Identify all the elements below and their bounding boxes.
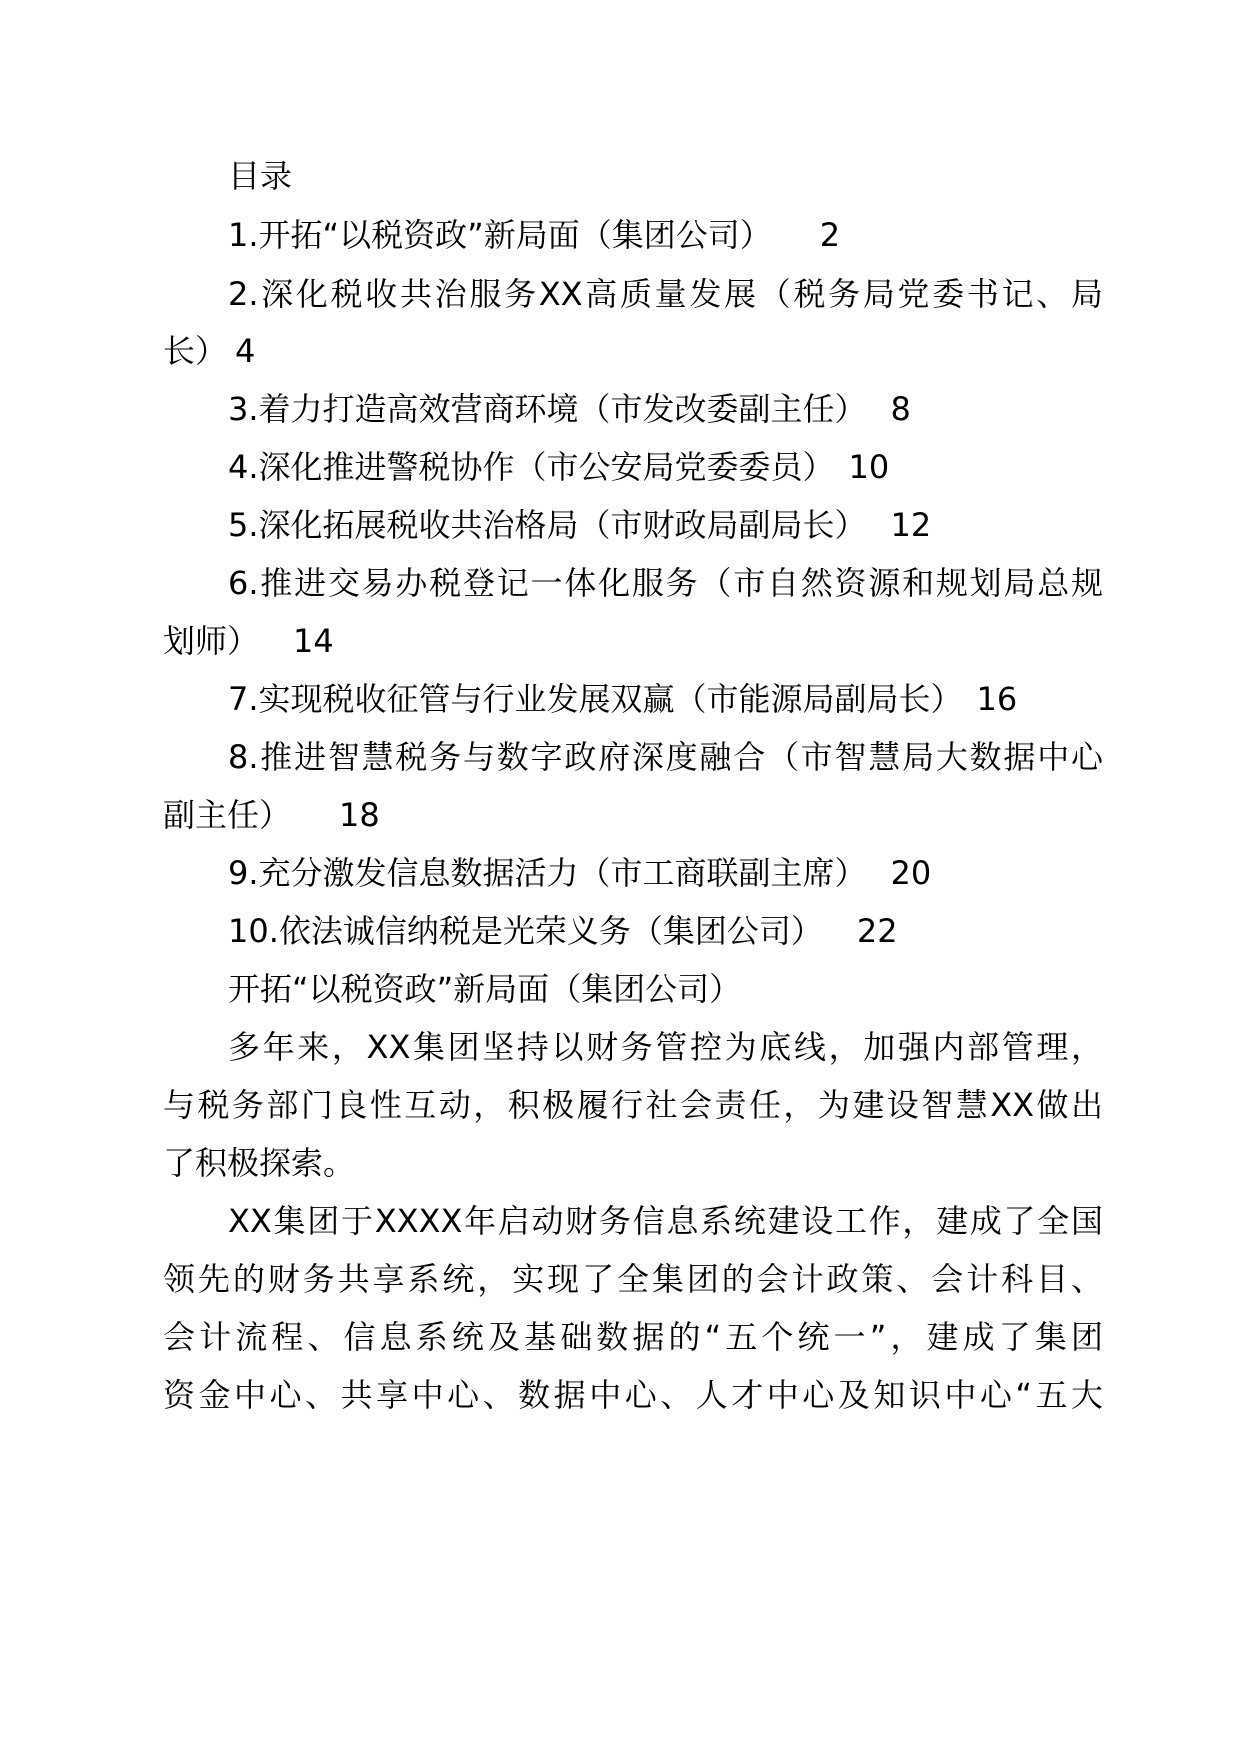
- paragraph-2-line-1: XX集团于XXXX年启动财务信息系统建设工作，建成了全国: [228, 1202, 1103, 1240]
- paragraph-2-line-4: 资金中心、共享中心、数据中心、人才中心及知识中心“五大: [163, 1376, 1103, 1414]
- toc-entry-text: 9.充分激发信息数据活力（市工商联副主席）: [228, 854, 867, 892]
- toc-entry-8[interactable]: [228, 737, 1103, 777]
- toc-entry-10[interactable]: [228, 911, 1168, 951]
- toc-entry-text: 6.推进交易办税登记一体化服务（市自然资源和规划局总规: [228, 564, 1103, 602]
- toc-page-number: 2: [819, 216, 841, 254]
- paragraph-2-line-2: 领先的财务共享系统，实现了全集团的会计政策、会计科目、: [163, 1260, 1103, 1298]
- toc-page-number: 18: [339, 796, 380, 834]
- toc-entry-text: 3.着力打造高效营商环境（市发改委副主任）: [228, 390, 867, 428]
- toc-entry-text: 2.深化税收共治服务XX高质量发展（税务局党委书记、局: [228, 275, 1103, 313]
- toc-entry-text: 1.开拓“以税资政”新局面（集团公司）: [228, 216, 772, 254]
- toc-entry-8-continued[interactable]: [163, 795, 1103, 835]
- toc-entry-2-continued[interactable]: [163, 331, 1103, 371]
- toc-entry-text: 5.深化拓展税收共治格局（市财政局副局长）: [228, 506, 867, 544]
- toc-page-number: 8: [890, 390, 911, 428]
- toc-entry-3[interactable]: [228, 389, 1168, 429]
- toc-entry-text-continued: 划师）: [163, 622, 260, 660]
- toc-entry-text: 4.深化推进警税协作（市公安局党委委员）: [228, 448, 835, 486]
- paragraph-1-line-3: 了积极探索。: [163, 1144, 356, 1182]
- toc-entry-text: 8.推进智慧税务与数字政府深度融合（市智慧局大数据中心: [228, 738, 1103, 776]
- toc-page-number: 4: [235, 332, 256, 370]
- toc-page-number: 20: [890, 854, 932, 892]
- toc-entry-4[interactable]: [228, 447, 1168, 487]
- toc-entry-text-continued: 长）: [163, 332, 228, 370]
- toc-entry-6[interactable]: [228, 563, 1103, 603]
- toc-entry-2[interactable]: [228, 274, 1103, 314]
- article-heading: 开拓“以税资政”新局面（集团公司）: [228, 970, 742, 1008]
- toc-title: 目录: [228, 157, 293, 195]
- paragraph-2-line-3: 会计流程、信息系统及基础数据的“五个统一”，建成了集团: [163, 1318, 1103, 1356]
- toc-entry-text-continued: 副主任）: [163, 796, 292, 834]
- toc-entry-6-continued[interactable]: [163, 621, 1103, 661]
- toc-entry-1[interactable]: [228, 215, 1168, 255]
- toc-page-number: 12: [890, 506, 932, 544]
- toc-entry-9[interactable]: [228, 853, 1168, 893]
- toc-page-number: 14: [293, 622, 334, 660]
- paragraph-1-line-1: 多年来，XX集团坚持以财务管控为底线，加强内部管理，: [228, 1028, 1103, 1066]
- toc-entry-5[interactable]: [228, 505, 1168, 545]
- toc-entry-7[interactable]: [228, 679, 1168, 719]
- toc-entry-text: 7.实现税收征管与行业发展双赢（市能源局副局长）: [228, 680, 963, 718]
- toc-entry-text: 10.依法诚信纳税是光荣义务（集团公司）: [228, 912, 823, 950]
- paragraph-1-line-2: 与税务部门良性互动，积极履行社会责任，为建设智慧XX做出: [163, 1086, 1103, 1124]
- toc-page-number: 16: [976, 680, 1018, 718]
- toc-page-number: 22: [856, 912, 898, 950]
- toc-page-number: 10: [848, 448, 890, 486]
